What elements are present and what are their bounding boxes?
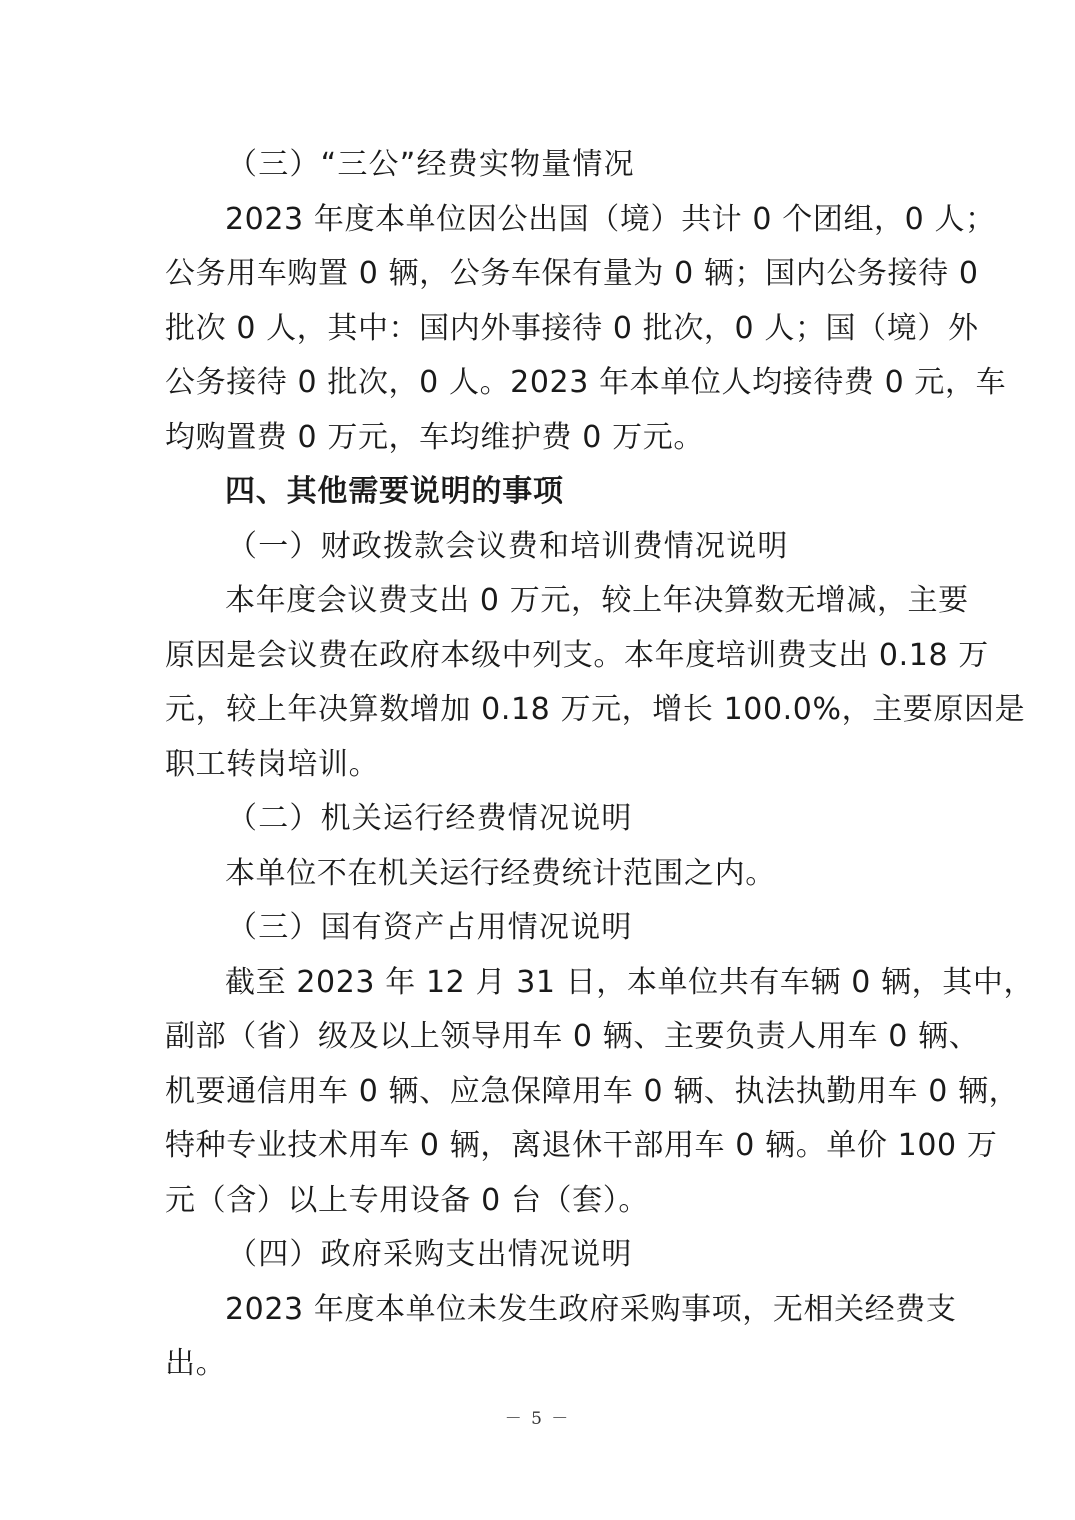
section-heading-other-matters: 四、其他需要说明的事项 <box>225 474 564 509</box>
paragraph-line: 副部（省）级及以上领导用车 0 辆、主要负责人用车 0 辆、 <box>165 1019 980 1054</box>
subsection-heading-meeting-training: （一）财政拨款会议费和培训费情况说明 <box>227 528 789 564</box>
paragraph-line: 元，较上年决算数增加 0.18 万元，增长 100.0%，主要原因是 <box>165 692 1026 727</box>
document-page <box>165 138 1035 1392</box>
section-heading-three-public-quantity: （三）“三公”经费实物量情况 <box>227 147 635 182</box>
paragraph-line: 机要通信用车 0 辆、应急保障用车 0 辆、执法执勤用车 0 辆， <box>165 1073 1020 1109</box>
paragraph-line: 截至 2023 年 12 月 31 日，本单位共有车辆 0 辆，其中， <box>225 964 1035 1000</box>
paragraph-line: 批次 0 人，其中：国内外事接待 0 批次，0 人；国（境）外 <box>165 310 979 346</box>
paragraph-line: 出。 <box>165 1346 227 1381</box>
subsection-heading-operating-expenses: （二）机关运行经费情况说明 <box>227 801 633 836</box>
paragraph-line: 元（含）以上专用设备 0 台（套）。 <box>165 1182 649 1218</box>
paragraph-line: 本单位不在机关运行经费统计范围之内。 <box>225 855 776 891</box>
paragraph-line: 职工转岗培训。 <box>165 746 380 782</box>
paragraph-line: 原因是会议费在政府本级中列支。本年度培训费支出 0.18 万 <box>165 637 989 673</box>
subsection-heading-government-procurement: （四）政府采购支出情况说明 <box>227 1237 633 1272</box>
paragraph-line: 公务接待 0 批次，0 人。2023 年本单位人均接待费 0 元，车 <box>165 365 1007 400</box>
subsection-heading-state-assets: （三）国有资产占用情况说明 <box>227 910 633 945</box>
paragraph-line: 本年度会议费支出 0 万元，较上年决算数无增减，主要 <box>225 583 969 618</box>
page-number: － 5 － <box>504 1409 571 1429</box>
paragraph-line: 公务用车购置 0 辆，公务车保有量为 0 辆；国内公务接待 0 <box>165 256 979 291</box>
paragraph-line: 均购置费 0 万元，车均维护费 0 万元。 <box>165 419 704 455</box>
paragraph-line: 2023 年度本单位未发生政府采购事项，无相关经费支 <box>225 1291 957 1327</box>
paragraph-line: 特种专业技术用车 0 辆，离退休干部用车 0 辆。单价 100 万 <box>165 1128 998 1163</box>
paragraph-line: 2023 年度本单位因公出国（境）共计 0 个团组，0 人； <box>225 201 996 237</box>
